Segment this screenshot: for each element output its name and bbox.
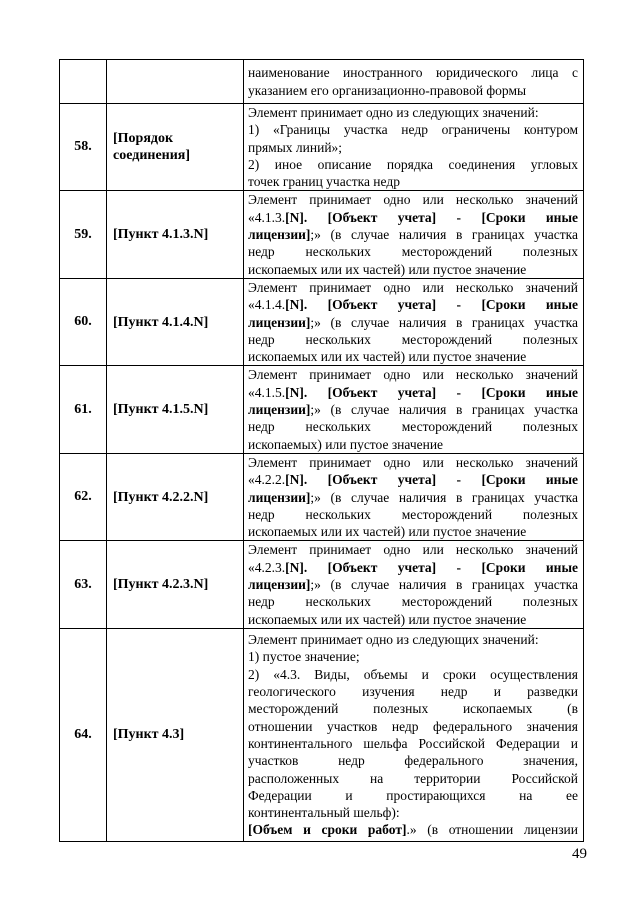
table-row [60,366,584,453]
row-number: 59. [60,191,107,278]
table-row [60,60,584,104]
element-description: Элемент принимает одно или несколько значений «4.2.3.[N]. [Объект учета] - [Сроки иные лицензии];» (в случае наличия в границах участка недр нескольких месторождений полезных ископаемых или их частей) или пустое значение [244,541,584,628]
element-description: Элемент принимает одно из следующих значений: 1) «Границы участка недр ограничены контуром прямых линий»; 2) иное описание порядка соединения угловых точек границ участка недр [244,104,584,191]
table-row [60,541,584,628]
element-description: Элемент принимает одно или несколько значений «4.2.2.[N]. [Объект учета] - [Сроки иные лицензии];» (в случае наличия в границах участка недр нескольких месторождений полезных ископаемых или их частей) или пустое значение [244,453,584,540]
element-description: Элемент принимает одно или несколько значений «4.1.3.[N]. [Объект учета] - [Сроки иные лицензии];» (в случае наличия в границах участка недр нескольких месторождений полезных ископаемых или их частей) или пустое значение [244,191,584,278]
element-description: Элемент принимает одно из следующих значений: 1) пустое значение; 2) «4.3. Виды, объемы и сроки осуществления геологического изучения недр и разведки месторождений полезных ископаемых (в отношении участков недр федерального значения континентального шельфа Российской Федерации и участков недр федерального значения, расположенных на территории Российской Федерации и простирающихся на ее континентальный шельф): [Объем и сроки работ].» (в отношении лицензии [244,628,584,841]
row-number: 63. [60,541,107,628]
row-number [60,60,107,104]
element-name: [Пункт 4.1.3.N] [107,191,244,278]
page-number: 49 [572,846,587,862]
requirements-table [59,59,584,842]
element-description: наименование иностранного юридического лица с указанием его организационно-правовой формы [244,60,584,104]
element-name: [Пункт 4.3] [107,628,244,841]
element-description: Элемент принимает одно или несколько значений «4.1.4.[N]. [Объект учета] - [Сроки иные лицензии];» (в случае наличия в границах участка недр нескольких месторождений полезных ископаемых или их частей) или пустое значение [244,278,584,365]
element-name [107,60,244,104]
row-number: 62. [60,453,107,540]
row-number: 60. [60,278,107,365]
table-row [60,628,584,841]
element-description: Элемент принимает одно или несколько значений «4.1.5.[N]. [Объект учета] - [Сроки иные лицензии];» (в случае наличия в границах участка недр нескольких месторождений полезных ископаемых) или пустое значение [244,366,584,453]
element-name: [Пункт 4.2.2.N] [107,453,244,540]
row-number: 64. [60,628,107,841]
table-row [60,278,584,365]
table-row [60,191,584,278]
table-row [60,104,584,191]
table-row [60,453,584,540]
element-name: [Пункт 4.2.3.N] [107,541,244,628]
element-name: [Пункт 4.1.5.N] [107,366,244,453]
element-name: [Порядок соединения] [107,104,244,191]
row-number: 61. [60,366,107,453]
row-number: 58. [60,104,107,191]
element-name: [Пункт 4.1.4.N] [107,278,244,365]
